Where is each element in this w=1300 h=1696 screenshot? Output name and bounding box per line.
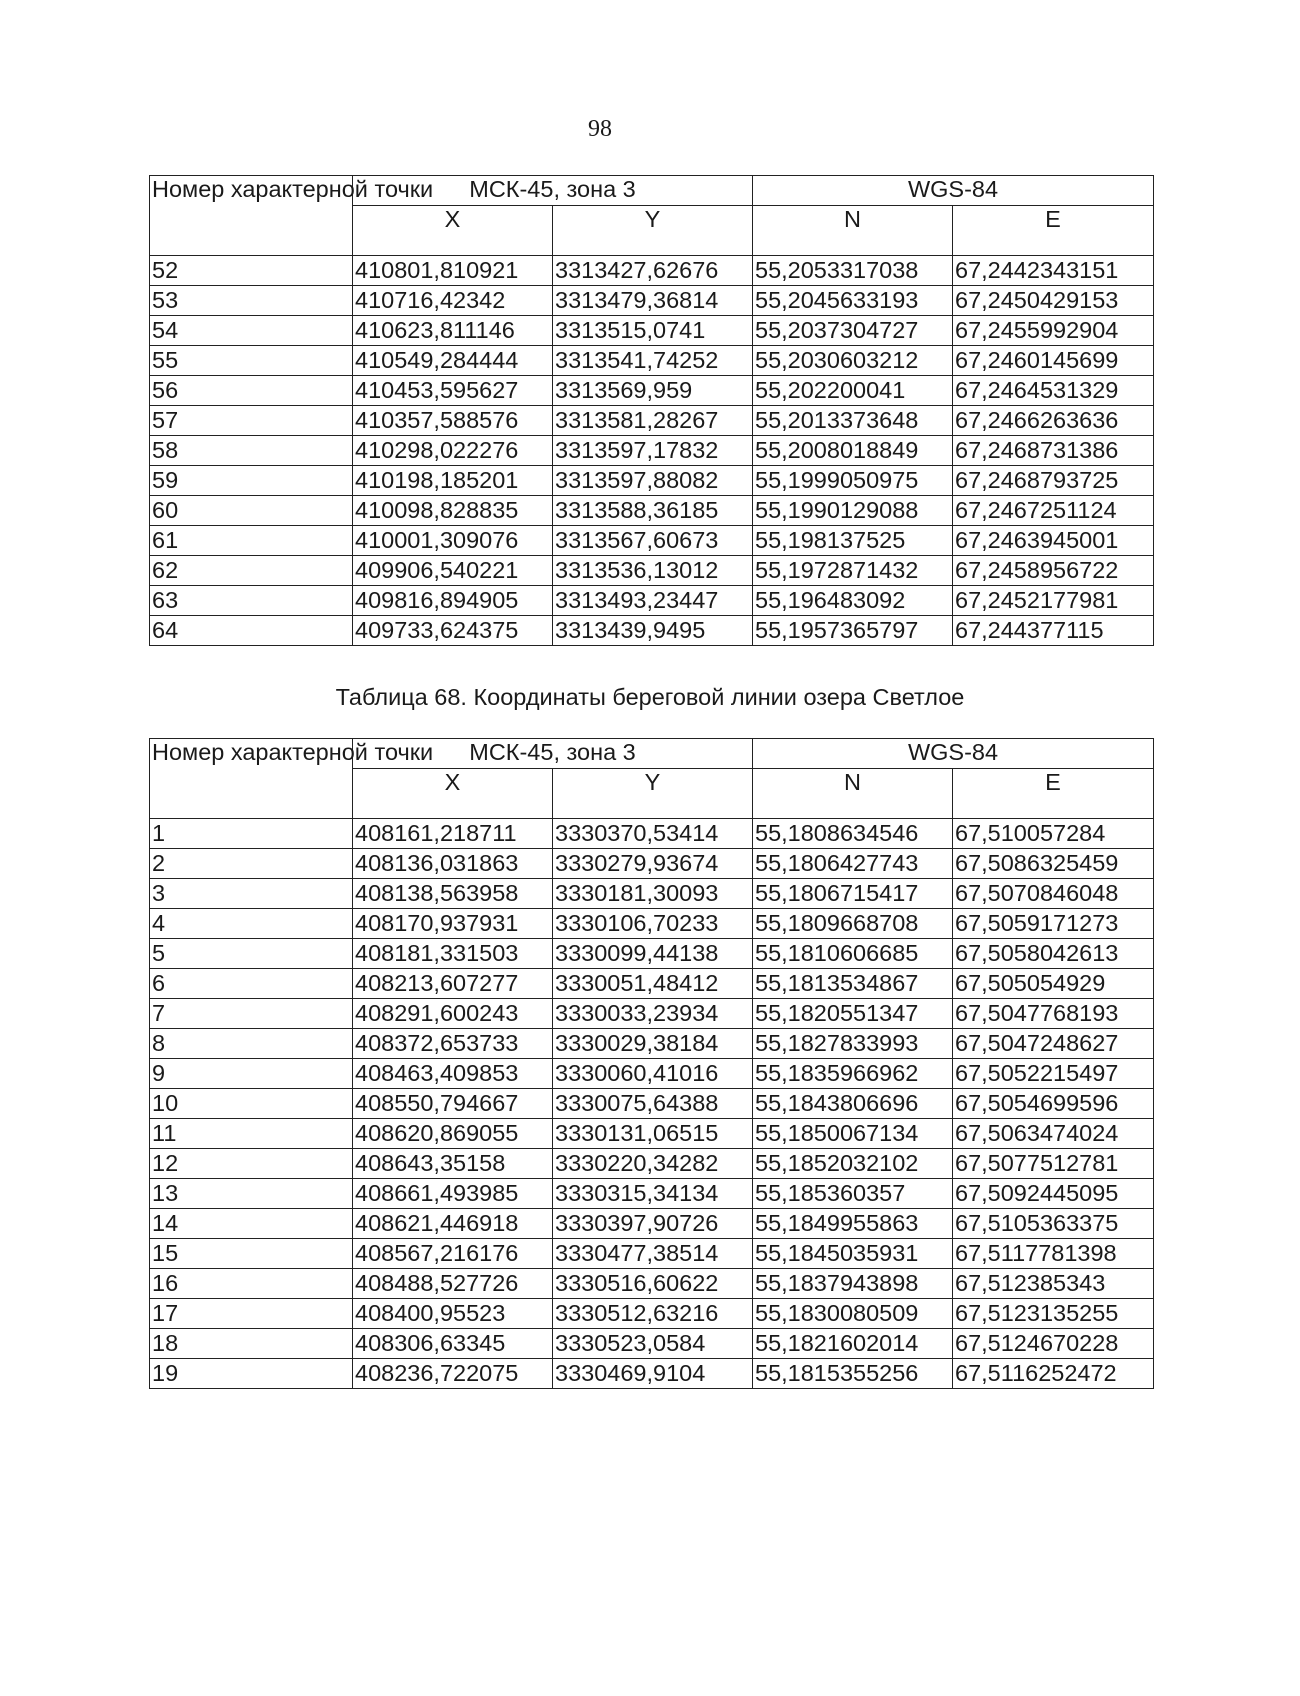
point-number-cell: 14	[150, 1209, 353, 1239]
x-cell: 408372,653733	[353, 1029, 553, 1059]
e-cell: 67,510057284	[953, 819, 1154, 849]
n-cell: 55,1849955863	[753, 1209, 953, 1239]
table-row	[150, 496, 1154, 526]
x-cell: 408213,607277	[353, 969, 553, 999]
point-number-cell: 58	[150, 436, 353, 466]
n-cell: 55,1852032102	[753, 1149, 953, 1179]
point-number-cell: 3	[150, 879, 353, 909]
y-cell: 3313427,62676	[553, 256, 753, 286]
n-cell: 55,1815355256	[753, 1359, 953, 1389]
table-row	[150, 1149, 1154, 1179]
n-cell: 55,1821602014	[753, 1329, 953, 1359]
table-caption: Таблица 68. Координаты береговой линии озера Светлое	[335, 684, 965, 710]
table-row	[150, 849, 1154, 879]
n-cell: 55,1809668708	[753, 909, 953, 939]
x-cell: 408661,493985	[353, 1179, 553, 1209]
table-row	[150, 436, 1154, 466]
e-cell: 67,5092445095	[953, 1179, 1154, 1209]
n-cell: 55,202200041	[753, 376, 953, 406]
table-body	[150, 256, 1154, 646]
table-row	[150, 1209, 1154, 1239]
y-cell: 3313439,9495	[553, 616, 753, 646]
y-cell: 3330516,60622	[553, 1269, 753, 1299]
e-cell: 67,5124670228	[953, 1329, 1154, 1359]
n-cell: 55,1957365797	[753, 616, 953, 646]
point-number-cell: 53	[150, 286, 353, 316]
e-cell: 67,505054929	[953, 969, 1154, 999]
y-cell: 3330523,0584	[553, 1329, 753, 1359]
y-cell: 3330315,34134	[553, 1179, 753, 1209]
y-cell: 3330060,41016	[553, 1059, 753, 1089]
n-cell: 55,1827833993	[753, 1029, 953, 1059]
e-cell: 67,5086325459	[953, 849, 1154, 879]
n-cell: 55,1810606685	[753, 939, 953, 969]
e-cell: 67,2442343151	[953, 256, 1154, 286]
msk45-header: МСК-45, зона 3	[353, 176, 753, 206]
n-cell: 55,1843806696	[753, 1089, 953, 1119]
table-row	[150, 909, 1154, 939]
point-number-cell: 56	[150, 376, 353, 406]
x-cell: 408136,031863	[353, 849, 553, 879]
x-cell: 408291,600243	[353, 999, 553, 1029]
n-cell: 55,2053317038	[753, 256, 953, 286]
x-cell: 408170,937931	[353, 909, 553, 939]
x-cell: 410549,284444	[353, 346, 553, 376]
x-cell: 408138,563958	[353, 879, 553, 909]
n-cell: 55,2008018849	[753, 436, 953, 466]
x-cell: 410298,022276	[353, 436, 553, 466]
point-number-cell: 60	[150, 496, 353, 526]
point-number-cell: 2	[150, 849, 353, 879]
point-number-cell: 12	[150, 1149, 353, 1179]
y-cell: 3330370,53414	[553, 819, 753, 849]
x-cell: 408550,794667	[353, 1089, 553, 1119]
y-cell: 3313588,36185	[553, 496, 753, 526]
e-cell: 67,2460145699	[953, 346, 1154, 376]
point-number-cell: 63	[150, 586, 353, 616]
table-row	[150, 316, 1154, 346]
x-cell: 408620,869055	[353, 1119, 553, 1149]
point-number-cell: 52	[150, 256, 353, 286]
point-number-cell: 61	[150, 526, 353, 556]
e-header: E	[953, 769, 1154, 819]
table-row	[150, 256, 1154, 286]
y-cell: 3313479,36814	[553, 286, 753, 316]
y-cell: 3330029,38184	[553, 1029, 753, 1059]
x-cell: 410357,588576	[353, 406, 553, 436]
y-cell: 3330469,9104	[553, 1359, 753, 1389]
x-cell: 408567,216176	[353, 1239, 553, 1269]
table-row	[150, 1179, 1154, 1209]
table-body	[150, 819, 1154, 1389]
table-row	[150, 1239, 1154, 1269]
n-cell: 55,1830080509	[753, 1299, 953, 1329]
point-number-cell: 54	[150, 316, 353, 346]
y-cell: 3330131,06515	[553, 1119, 753, 1149]
x-header: X	[353, 206, 553, 256]
table-row	[150, 1359, 1154, 1389]
y-cell: 3313581,28267	[553, 406, 753, 436]
msk45-header: МСК-45, зона 3	[353, 739, 753, 769]
table-row	[150, 1119, 1154, 1149]
table-row	[150, 1029, 1154, 1059]
table-row	[150, 939, 1154, 969]
y-cell: 3330279,93674	[553, 849, 753, 879]
e-cell: 67,2467251124	[953, 496, 1154, 526]
point-number-cell: 55	[150, 346, 353, 376]
n-cell: 55,1850067134	[753, 1119, 953, 1149]
point-number-cell: 19	[150, 1359, 353, 1389]
e-cell: 67,5077512781	[953, 1149, 1154, 1179]
table-row	[150, 999, 1154, 1029]
e-cell: 67,2458956722	[953, 556, 1154, 586]
y-cell: 3330033,23934	[553, 999, 753, 1029]
y-cell: 3313597,17832	[553, 436, 753, 466]
e-cell: 67,5105363375	[953, 1209, 1154, 1239]
point-number-cell: 5	[150, 939, 353, 969]
point-number-cell: 17	[150, 1299, 353, 1329]
point-number-cell: 59	[150, 466, 353, 496]
table-row	[150, 879, 1154, 909]
point-number-cell: 18	[150, 1329, 353, 1359]
n-cell: 55,1990129088	[753, 496, 953, 526]
x-cell: 408306,63345	[353, 1329, 553, 1359]
y-cell: 3313541,74252	[553, 346, 753, 376]
y-cell: 3313569,959	[553, 376, 753, 406]
e-cell: 67,5047248627	[953, 1029, 1154, 1059]
x-cell: 408161,218711	[353, 819, 553, 849]
wgs84-header: WGS-84	[753, 176, 1154, 206]
table-row	[150, 376, 1154, 406]
point-number-cell: 11	[150, 1119, 353, 1149]
x-cell: 410001,309076	[353, 526, 553, 556]
x-cell: 408463,409853	[353, 1059, 553, 1089]
wgs84-header: WGS-84	[753, 739, 1154, 769]
point-number-cell: 13	[150, 1179, 353, 1209]
y-cell: 3313515,0741	[553, 316, 753, 346]
x-cell: 410198,185201	[353, 466, 553, 496]
table-row	[150, 969, 1154, 999]
y-cell: 3330220,34282	[553, 1149, 753, 1179]
y-cell: 3330477,38514	[553, 1239, 753, 1269]
e-cell: 67,2468793725	[953, 466, 1154, 496]
y-header: Y	[553, 769, 753, 819]
e-cell: 67,2468731386	[953, 436, 1154, 466]
e-cell: 67,5123135255	[953, 1299, 1154, 1329]
table-row	[150, 346, 1154, 376]
table-row	[150, 286, 1154, 316]
table-row	[150, 556, 1154, 586]
x-cell: 408400,95523	[353, 1299, 553, 1329]
e-cell: 67,2463945001	[953, 526, 1154, 556]
coordinates-table-2	[149, 738, 1154, 1389]
point-number-cell: 6	[150, 969, 353, 999]
y-header: Y	[553, 206, 753, 256]
n-cell: 55,1820551347	[753, 999, 953, 1029]
n-cell: 55,1806427743	[753, 849, 953, 879]
y-cell: 3330397,90726	[553, 1209, 753, 1239]
point-number-cell: 16	[150, 1269, 353, 1299]
x-cell: 408236,722075	[353, 1359, 553, 1389]
e-cell: 67,5116252472	[953, 1359, 1154, 1389]
table-row	[150, 819, 1154, 849]
x-cell: 409733,624375	[353, 616, 553, 646]
point-number-cell: 8	[150, 1029, 353, 1059]
point-number-cell: 7	[150, 999, 353, 1029]
table-row	[150, 1299, 1154, 1329]
x-header: X	[353, 769, 553, 819]
x-cell: 410623,811146	[353, 316, 553, 346]
y-cell: 3313493,23447	[553, 586, 753, 616]
table-row	[150, 526, 1154, 556]
x-cell: 410098,828835	[353, 496, 553, 526]
y-cell: 3330512,63216	[553, 1299, 753, 1329]
point-number-cell: 62	[150, 556, 353, 586]
e-cell: 67,5059171273	[953, 909, 1154, 939]
x-cell: 409906,540221	[353, 556, 553, 586]
n-cell: 55,2030603212	[753, 346, 953, 376]
n-cell: 55,2013373648	[753, 406, 953, 436]
x-cell: 408621,446918	[353, 1209, 553, 1239]
n-cell: 55,1813534867	[753, 969, 953, 999]
table-row	[150, 586, 1154, 616]
x-cell: 410716,42342	[353, 286, 553, 316]
point-number-cell: 57	[150, 406, 353, 436]
e-header: E	[953, 206, 1154, 256]
e-cell: 67,244377115	[953, 616, 1154, 646]
n-cell: 55,185360357	[753, 1179, 953, 1209]
y-cell: 3330106,70233	[553, 909, 753, 939]
table-row	[150, 1059, 1154, 1089]
y-cell: 3313536,13012	[553, 556, 753, 586]
e-cell: 67,5058042613	[953, 939, 1154, 969]
table-row	[150, 1269, 1154, 1299]
e-cell: 67,2464531329	[953, 376, 1154, 406]
n-cell: 55,1808634546	[753, 819, 953, 849]
y-cell: 3330051,48412	[553, 969, 753, 999]
e-cell: 67,2452177981	[953, 586, 1154, 616]
e-cell: 67,5117781398	[953, 1239, 1154, 1269]
point-number-cell: 4	[150, 909, 353, 939]
point-number-cell: 9	[150, 1059, 353, 1089]
coordinates-table-1	[149, 175, 1154, 646]
x-cell: 409816,894905	[353, 586, 553, 616]
n-cell: 55,198137525	[753, 526, 953, 556]
e-cell: 67,2455992904	[953, 316, 1154, 346]
x-cell: 408643,35158	[353, 1149, 553, 1179]
e-cell: 67,2450429153	[953, 286, 1154, 316]
point-number-cell: 10	[150, 1089, 353, 1119]
x-cell: 408181,331503	[353, 939, 553, 969]
table-row	[150, 1329, 1154, 1359]
table-row	[150, 616, 1154, 646]
n-cell: 55,1837943898	[753, 1269, 953, 1299]
point-number-cell: 1	[150, 819, 353, 849]
y-cell: 3313597,88082	[553, 466, 753, 496]
e-cell: 67,5052215497	[953, 1059, 1154, 1089]
y-cell: 3330075,64388	[553, 1089, 753, 1119]
page-number: 98	[588, 116, 612, 142]
n-cell: 55,1999050975	[753, 466, 953, 496]
e-cell: 67,5070846048	[953, 879, 1154, 909]
n-cell: 55,2045633193	[753, 286, 953, 316]
e-cell: 67,5054699596	[953, 1089, 1154, 1119]
table-row	[150, 1089, 1154, 1119]
n-header: N	[753, 206, 953, 256]
e-cell: 67,5063474024	[953, 1119, 1154, 1149]
y-cell: 3330181,30093	[553, 879, 753, 909]
y-cell: 3313567,60673	[553, 526, 753, 556]
point-number-cell: 15	[150, 1239, 353, 1269]
n-cell: 55,1972871432	[753, 556, 953, 586]
n-header: N	[753, 769, 953, 819]
point-number-header: Номер характерной точки	[150, 176, 353, 256]
point-number-cell: 64	[150, 616, 353, 646]
e-cell: 67,2466263636	[953, 406, 1154, 436]
n-cell: 55,1845035931	[753, 1239, 953, 1269]
x-cell: 410801,810921	[353, 256, 553, 286]
e-cell: 67,5047768193	[953, 999, 1154, 1029]
n-cell: 55,196483092	[753, 586, 953, 616]
table-row	[150, 466, 1154, 496]
x-cell: 410453,595627	[353, 376, 553, 406]
table-row	[150, 406, 1154, 436]
point-number-header: Номер характерной точки	[150, 739, 353, 819]
n-cell: 55,2037304727	[753, 316, 953, 346]
e-cell: 67,512385343	[953, 1269, 1154, 1299]
y-cell: 3330099,44138	[553, 939, 753, 969]
n-cell: 55,1806715417	[753, 879, 953, 909]
n-cell: 55,1835966962	[753, 1059, 953, 1089]
x-cell: 408488,527726	[353, 1269, 553, 1299]
